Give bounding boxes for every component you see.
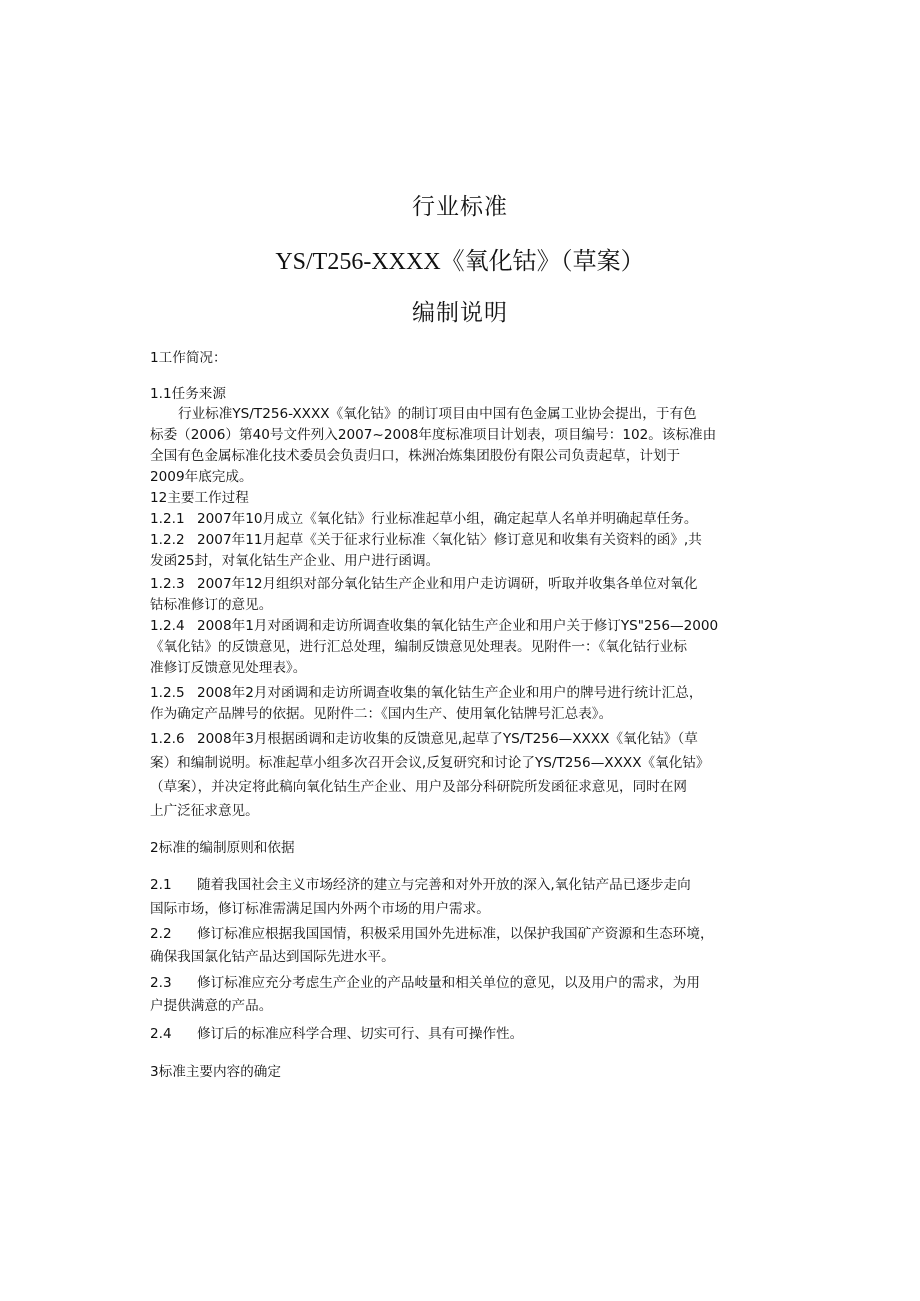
item-text: 修订后的标准应科学合理、切实可行、具有可操作性。 <box>197 1026 524 1042</box>
item-number: 1.2.2 <box>150 532 185 548</box>
item-continuation: 国际市场，修订标准需满足国内外两个市场的用户需求。 <box>150 901 490 917</box>
item-continuation: 确保我国氯化钴产品达到国际先进水平。 <box>150 949 395 965</box>
item-text: 修订标准应充分考虑生产企业的产品岐量和相关单位的意见，以及用户的需求，为用 <box>197 975 700 991</box>
item-number: 1.2.4 <box>150 618 185 634</box>
item-text: 2008年2月对函调和走访所调查收集的氧化钴生产企业和用户的牌号进行统计汇总， <box>197 685 703 701</box>
section-1-2-heading: 12主要工作过程 <box>150 490 249 506</box>
item-number: 2.2 <box>150 926 172 942</box>
item-text: 2008年3月根据函调和走访收集的反馈意见,起草了YS/T256—XXXX《氧化钴》（草 <box>197 731 698 747</box>
list-item <box>150 572 774 592</box>
item-number: 1.2.6 <box>150 731 185 747</box>
item-number: 1.2.5 <box>150 685 185 701</box>
item-continuation: （草案），并决定将此稿向氧化钴生产企业、用户及部分科研院所发函征求意见，同时在网 <box>150 779 687 795</box>
item-text: 2007年10月成立《氧化钴》行业标准起草小组，确定起草人名单并明确起草任务。 <box>197 511 698 527</box>
item-continuation: 《氧化钴》的反馈意见，进行汇总处理，编制反馈意见处理表。见附件一：《氧化钴行业标 <box>150 639 687 655</box>
item-continuation: 户提供满意的产品。 <box>150 998 273 1014</box>
item-continuation: 发函25封，对氧化钴生产企业、用户进行函调。 <box>150 553 440 569</box>
section-1-heading: 1工作简况： <box>150 350 227 366</box>
paragraph-line: 标委（2006）第40号文件列入2007~2008年度标准项目计划表，项目编号：102。该标准由 <box>150 427 717 443</box>
item-text: 2007年11月起草《关于征求行业标准〈氧化钴〉修订意见和收集有关资料的函》,共 <box>197 532 702 548</box>
list-item <box>150 528 774 548</box>
list-item <box>150 922 774 942</box>
paragraph-line: 2009年底完成。 <box>150 469 253 485</box>
document-doc-type: 编制说明 <box>412 299 508 325</box>
item-continuation: 上广泛征求意见。 <box>150 803 259 819</box>
list-item <box>150 614 774 634</box>
document-title: 行业标准 <box>412 193 508 219</box>
item-number: 2.3 <box>150 975 172 991</box>
paragraph-line: 行业标准YS/T256-XXXX《氧化钴》的制订项目由中国有色金属工业协会提出，于有色 <box>178 406 697 422</box>
item-continuation: 准修订反馈意见处理表》。 <box>150 660 307 676</box>
list-item <box>150 873 774 893</box>
item-text: 随着我国社会主义市场经济的建立与完善和对外开放的深入,氧化钴产品已逐步走向 <box>197 877 691 893</box>
document-subtitle: YS/T256-XXXX《氧化钴》（草案） <box>275 249 645 275</box>
list-item <box>150 507 774 527</box>
paragraph-line: 全国有色金属标准化技术委员会负责归口，株洲冶炼集团股份有限公司负责起草，计划于 <box>150 448 681 464</box>
list-item <box>150 727 774 747</box>
item-continuation: 作为确定产品牌号的依据。见附件二：《国内生产、使用氧化钴牌号汇总表》。 <box>150 706 613 722</box>
list-item <box>150 971 774 991</box>
item-number: 2.4 <box>150 1026 172 1042</box>
item-number: 1.2.1 <box>150 511 185 527</box>
section-3-heading: 3标准主要内容的确定 <box>150 1064 281 1080</box>
item-text: 2008年1月对函调和走访所调查收集的氧化钴生产企业和用户关于修订YS"256—2000 <box>197 618 719 634</box>
item-number: 1.2.3 <box>150 576 185 592</box>
item-text: 2007年12月组织对部分氧化钴生产企业和用户走访调研，听取并收集各单位对氧化 <box>197 576 698 592</box>
item-number: 2.1 <box>150 877 172 893</box>
item-continuation: 钴标准修订的意见。 <box>150 597 273 613</box>
section-1-1-heading: 1.1任务来源 <box>150 386 226 402</box>
list-item <box>150 1022 774 1042</box>
item-continuation: 案）和编制说明。标准起草小组多次召开会议,反复研究和讨论了YS/T256—XXXX《氧化钴》 <box>150 755 710 771</box>
item-text: 修订标准应根据我国国情，积极采用国外先进标准，以保护我国矿产资源和生态环境， <box>197 926 714 942</box>
section-2-heading: 2标准的编制原则和依据 <box>150 840 295 856</box>
list-item <box>150 681 774 701</box>
